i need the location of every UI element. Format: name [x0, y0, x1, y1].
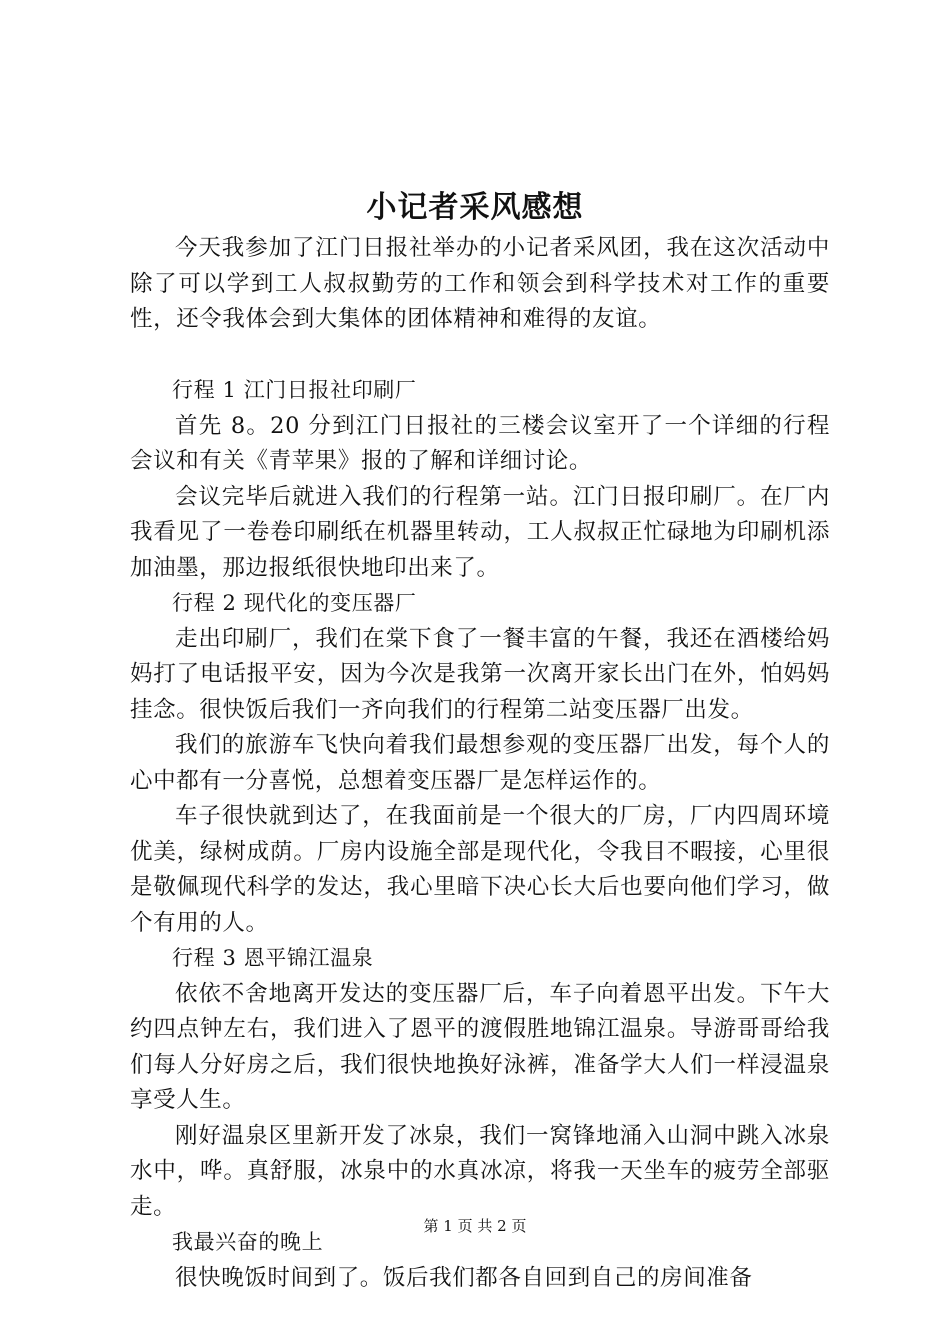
section-heading: 行程 2 现代化的变压器厂	[172, 591, 417, 615]
body-paragraph: 很快晚饭时间到了。饭后我们都各自回到自己的房间准备	[175, 1264, 753, 1291]
body-paragraph: 我们的旅游车飞快向着我们最想参观的变压器厂出发，每个人的心中都有一分喜悦，总想着变压器厂是怎样运作的。	[130, 732, 830, 794]
section-heading: 行程 1 江门日报社印刷厂	[172, 378, 417, 402]
body-paragraph: 会议完毕后就进入我们的行程第一站。江门日报印刷厂。在厂内我看见了一卷卷印刷纸在机器里转动，工人叔叔正忙碌地为印刷机添加油墨，那边报纸很快地印出来了。	[130, 483, 830, 581]
section-heading: 我最兴奋的晚上	[172, 1230, 324, 1254]
document-title: 小记者采风感想	[366, 190, 584, 225]
body-paragraph: 车子很快就到达了，在我面前是一个很大的厂房，厂内四周环境优美，绿树成荫。厂房内设施全部是现代化，令我目不暇接，心里很是敬佩现代科学的发达，我心里暗下决心长大后也要向他们学习，做个有用的人。	[130, 803, 830, 936]
body-paragraph: 走出印刷厂，我们在棠下食了一餐丰富的午餐，我还在酒楼给妈妈打了电话报平安，因为今次是我第一次离开家长出门在外，怕妈妈挂念。很快饭后我们一齐向我们的行程第二站变压器厂出发。	[130, 625, 830, 723]
body-paragraph: 刚好温泉区里新开发了冰泉，我们一窝锋地涌入山洞中跳入冰泉水中，哗。真舒服，冰泉中的水真冰凉，将我一天坐车的疲劳全部驱走。	[130, 1122, 830, 1220]
page-footer: 第 1 页 共 2 页	[423, 1217, 527, 1235]
blank-line	[130, 338, 830, 374]
intro-paragraph: 今天我参加了江门日报社举办的小记者采风团，我在这次活动中除了可以学到工人叔叔勤劳的工作和领会到科学技术对工作的重要性，还令我体会到大集体的团体精神和难得的友谊。	[130, 235, 830, 332]
section-heading: 行程 3 恩平锦江温泉	[172, 946, 374, 970]
body-paragraph: 依依不舍地离开发达的变压器厂后，车子向着恩平出发。下午大约四点钟左右，我们进入了恩平的渡假胜地锦江温泉。导游哥哥给我们每人分好房之后，我们很快地换好泳裤，准备学大人们一样浸温泉享受人生。	[130, 980, 830, 1113]
document-body	[130, 231, 830, 1296]
body-paragraph: 首先 8。20 分到江门日报社的三楼会议室开了一个详细的行程会议和有关《青苹果》报的了解和详细讨论。	[130, 412, 830, 474]
